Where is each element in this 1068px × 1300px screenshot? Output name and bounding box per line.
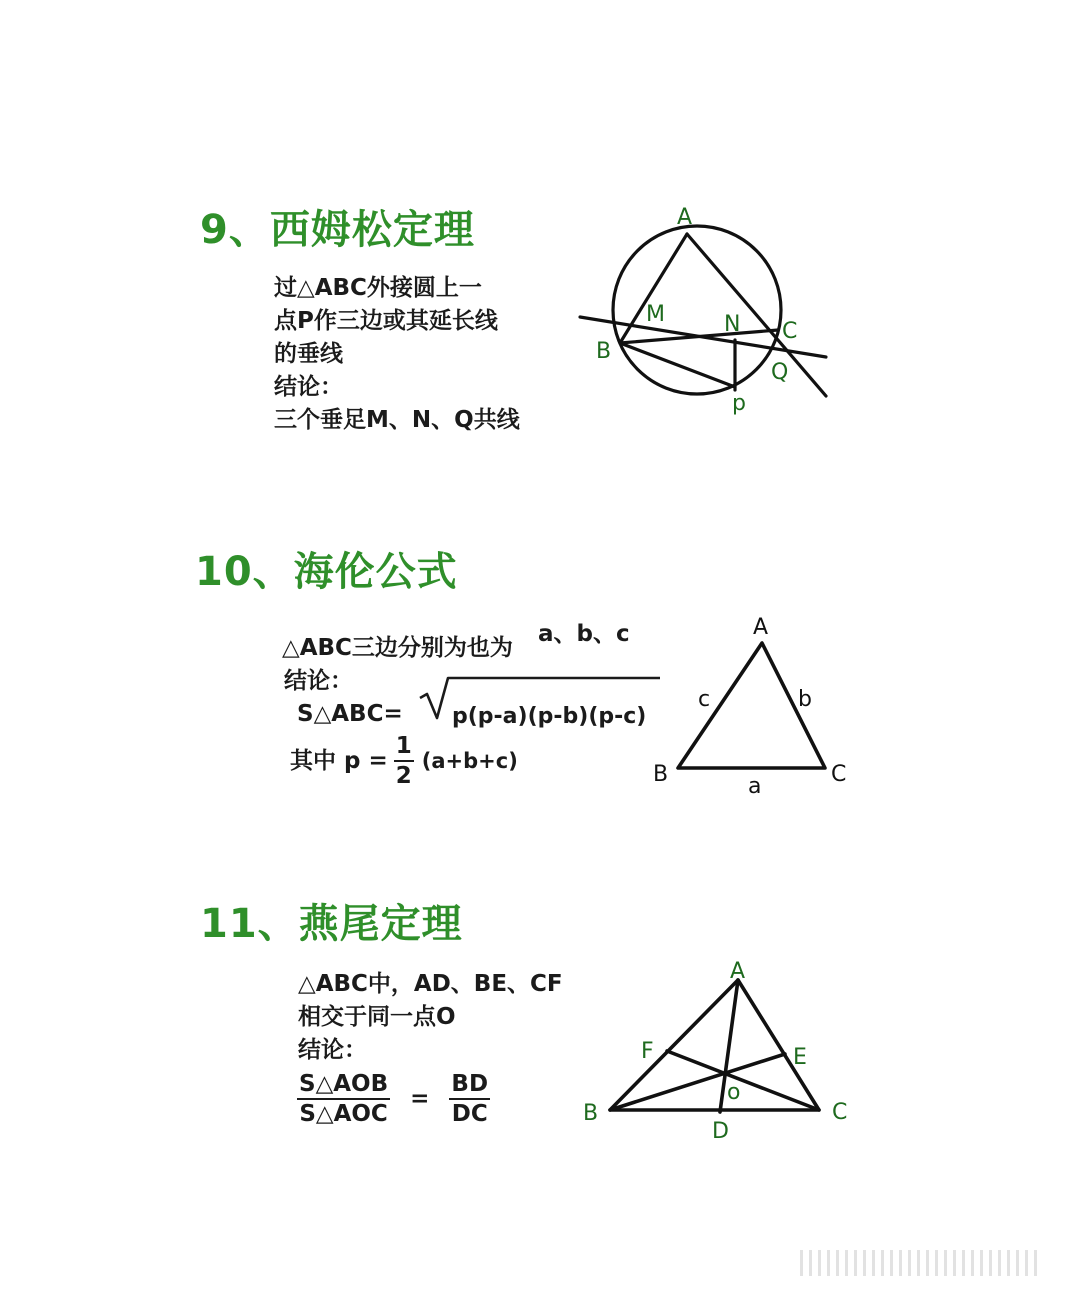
label-C: C bbox=[831, 762, 847, 787]
section10-number: 10、 bbox=[195, 549, 294, 595]
label-M: M bbox=[646, 302, 665, 327]
heron-diagram bbox=[640, 605, 870, 805]
where-prefix: 其中 p = bbox=[290, 747, 388, 774]
section9-line: 的垂线 bbox=[274, 341, 343, 367]
section9-number: 9、 bbox=[200, 207, 270, 253]
half-num: 1 bbox=[394, 732, 414, 762]
section9-conclusion-label: 结论： bbox=[274, 374, 343, 400]
section9-line: 过△ABC外接圆上一 bbox=[274, 275, 482, 301]
where-p bbox=[290, 732, 518, 790]
equals-sign: = bbox=[410, 1085, 430, 1112]
area-lhs: S△ABC= bbox=[297, 701, 403, 727]
section9-body bbox=[274, 272, 520, 437]
label-N: N bbox=[724, 312, 741, 337]
section9-title bbox=[200, 198, 475, 255]
section11-number: 11、 bbox=[200, 901, 299, 947]
label-A: A bbox=[753, 615, 769, 640]
label-P: p bbox=[732, 391, 746, 416]
half-den: 2 bbox=[395, 763, 412, 789]
label-F: F bbox=[641, 1039, 654, 1064]
label-A: A bbox=[677, 205, 693, 230]
section11-line: 相交于同一点O bbox=[298, 1004, 456, 1030]
section11-conclusion-label: 结论： bbox=[298, 1037, 367, 1063]
section10-conclusion-label: 结论： bbox=[284, 668, 353, 694]
section11-body bbox=[298, 968, 563, 1067]
section9-conclusion: 三个垂足M、N、Q共线 bbox=[274, 407, 520, 433]
label-B: B bbox=[653, 762, 669, 787]
ratio-formula bbox=[297, 1070, 490, 1128]
simson-diagram bbox=[560, 190, 860, 430]
half-fraction bbox=[394, 732, 414, 790]
section11-title-text: 燕尾定理 bbox=[298, 901, 463, 947]
label-C: C bbox=[782, 319, 798, 344]
section10-title-text: 海伦公式 bbox=[293, 549, 458, 595]
ratio-right-num: BD bbox=[449, 1070, 490, 1100]
ratio-right-den: DC bbox=[451, 1101, 488, 1127]
section11-line: △ABC中，AD、BE、CF bbox=[298, 971, 563, 997]
label-b: b bbox=[798, 687, 812, 712]
section10-sides: a、b、c bbox=[538, 621, 630, 647]
watermark-bar bbox=[800, 1250, 1040, 1276]
where-suffix: (a+b+c) bbox=[421, 748, 518, 773]
area-radicand: p(p-a)(p-b)(p-c) bbox=[452, 704, 647, 729]
section9-title-text: 西姆松定理 bbox=[269, 207, 475, 253]
ratio-left bbox=[297, 1070, 390, 1128]
label-B: B bbox=[583, 1101, 599, 1126]
label-C: C bbox=[832, 1100, 848, 1125]
label-A: A bbox=[730, 959, 746, 984]
perp-pm bbox=[620, 343, 735, 387]
section11-title bbox=[200, 892, 463, 949]
label-a: a bbox=[748, 774, 762, 799]
label-B: B bbox=[596, 339, 612, 364]
label-D: D bbox=[712, 1119, 729, 1144]
label-c: c bbox=[698, 687, 711, 712]
section10-line1: △ABC三边分别为也为 bbox=[282, 635, 513, 661]
ratio-right bbox=[449, 1070, 490, 1128]
circumcircle bbox=[613, 226, 781, 394]
ratio-left-den: S△AOC bbox=[299, 1101, 388, 1127]
label-O: o bbox=[727, 1080, 741, 1105]
ratio-left-num: S△AOB bbox=[297, 1070, 390, 1100]
swallowtail-diagram bbox=[575, 950, 865, 1150]
label-Q: Q bbox=[771, 360, 789, 385]
label-E: E bbox=[793, 1045, 807, 1070]
side-ac bbox=[687, 234, 826, 396]
section10-title bbox=[195, 540, 458, 597]
section9-line: 点P作三边或其延长线 bbox=[274, 308, 498, 334]
